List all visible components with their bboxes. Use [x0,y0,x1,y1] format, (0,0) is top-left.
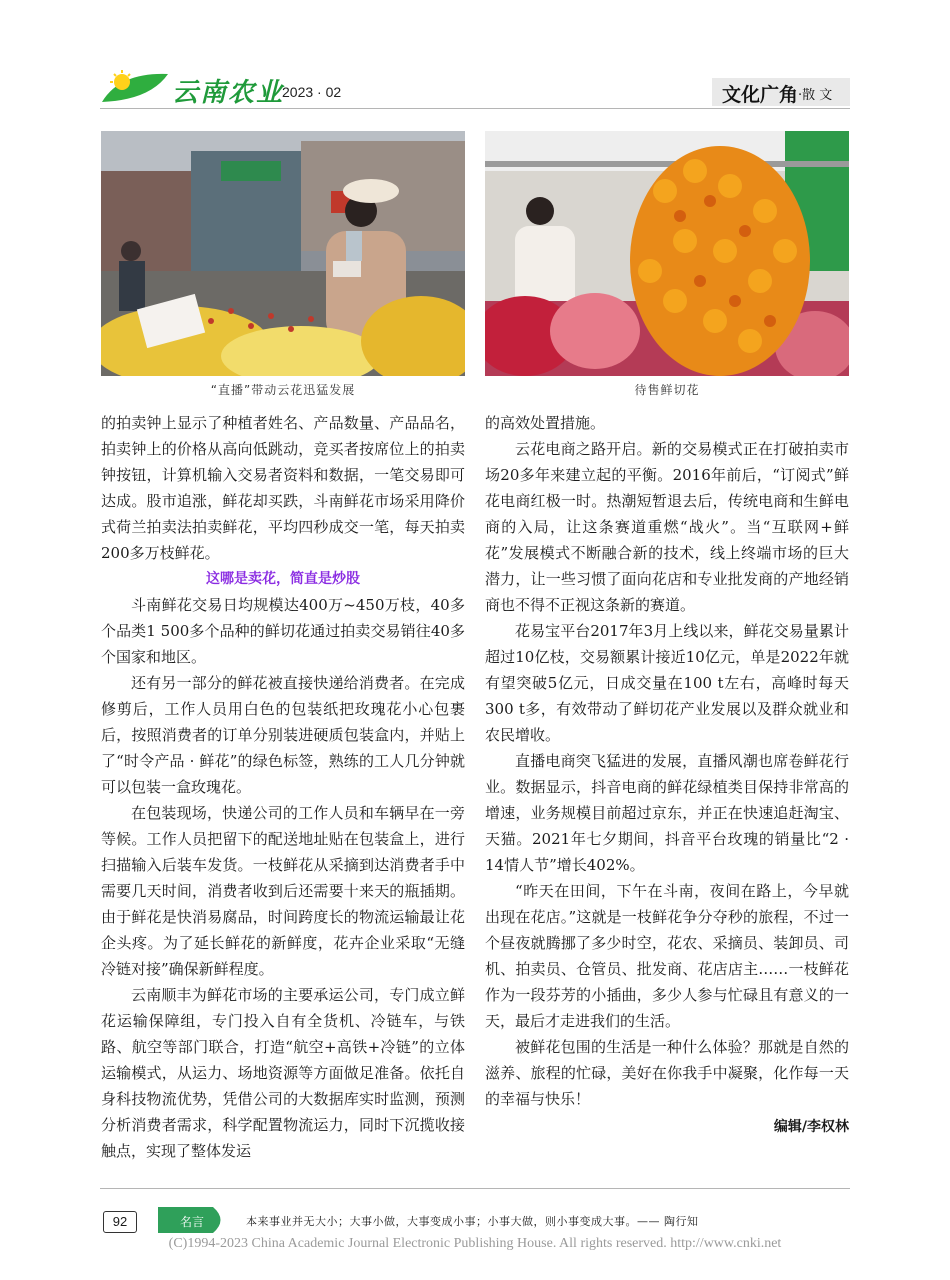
quote-label: 名言 [180,1215,205,1229]
paragraph: “昨天在田间，下午在斗南，夜间在路上，今早就出现在花店。”这就是一枝鲜花争分夺秒的旅程，不过一个昼夜就腾挪了多少时空，花农、采摘员、装卸员、司机、拍卖员、仓管员、批发商、花店店主……一枝鲜花作为一段芬芳的小插曲，多少人参与忙碌且有意义的一天，最后才走进我们的生活。 [485,882,849,1030]
photo-caption: “直播”带动云花迅猛发展 [210,383,356,397]
article-column-right [485,410,849,1140]
editor-credit: 编辑/李权林 [773,1119,849,1135]
column-title: 文化广角 [722,84,799,106]
column-subtitle: ·散 文 [798,88,833,103]
photo-cut-flowers [485,131,849,376]
paragraph: 花易宝平台2017年3月上线以来，鲜花交易量累计超过10亿枝，交易额累计接近10亿元，单是2022年就有望突破5亿元，日成交量在100 t左右，高峰时每天300 t多，有效带动了鲜切花产业发展以及群众就业和农民增收。 [485,622,849,744]
copyright-notice: (C)1994-2023 China Academic Journal Electronic Publishing House. All rights reserved. http://www.cnki.net [168,1236,782,1251]
paragraph: 云花电商之路开启。新的交易模式正在打破拍卖市场20多年来建立起的平衡。2016年前后，“订阅式”鲜花电商红极一时。热潮短暂退去后，传统电商和生鲜电商的入局，让这条赛道重燃“战火”。当“互联网+鲜花”发展模式不断融合新的技术，线上终端市场的巨大潜力，让一些习惯了面向花店和专业批发商的产地经销商也不得不正视这条新的赛道。 [485,440,849,614]
photo-livestream [101,131,465,376]
header-divider [100,108,850,109]
footer-quote: 本来事业并无大小；大事小做，大事变成小事；小事大做，则小事变成大事。—— 陶行知 [246,1215,699,1228]
paragraph: 的拍卖钟上显示了种植者姓名、产品数量、产品品名，拍卖钟上的价格从高向低跳动，竞买者按席位上的拍卖钟按钮，计算机输入交易者资料和数据，一笔交易即可达成。股市追涨，鲜花却买跌，斗南鲜花市场采用降价式荷兰拍卖法拍卖鲜花，平均四秒成交一笔，每天拍卖200多万枝鲜花。 [101,414,465,562]
paragraph: 的高效处置措施。 [485,414,606,432]
photo-caption: 待售鲜切花 [634,383,700,397]
section-subheading: 这哪是卖花，简直是炒股 [206,571,360,587]
paragraph: 在包装现场，快递公司的工作人员和车辆早在一旁等候。工作人员把留下的配送地址贴在包装盒上，进行扫描输入后装车发货。一枝鲜花从采摘到达消费者手中需要几天时间，消费者收到后还需要十来天的瓶插期。由于鲜花是快消易腐品，时间跨度长的物流运输最让花企头疼。为了延长鲜花的新鲜度，花卉企业采取“无缝冷链对接”确保新鲜程度。 [101,804,465,978]
issue-number: 2023 · 02 [282,84,342,100]
column-badge [712,78,850,106]
paragraph: 还有另一部分的鲜花被直接快递给消费者。在完成修剪后，工作人员用白色的包装纸把玫瑰花小心包裹后，按照消费者的订单分别装进硬质包装盒内，并贴上了“时令产品 · 鲜花”的绿色标签，熟练的工人几分钟就可以包装一盒玫瑰花。 [101,674,465,796]
article-column-left [101,410,465,1164]
page-header [100,64,850,108]
footer-divider [100,1188,850,1189]
magazine-logo-icon [100,70,170,104]
paragraph: 直播电商突飞猛进的发展，直播风潮也席卷鲜花行业。数据显示，抖音电商的鲜花绿植类目保持非常高的增速，业务规模目前超过京东，并正在快速追赶淘宝、天猫。2021年七夕期间，抖音平台玫瑰的销量比“2 · 14情人节”增长402%。 [485,752,849,874]
page-number-badge [103,1211,137,1233]
magazine-title: 云南农业 [172,78,285,108]
paragraph: 斗南鲜花交易日均规模达400万~450万枝，40多个品类1 500多个品种的鲜切花通过拍卖交易销往40多个国家和地区。 [101,596,465,666]
page-number: 92 [112,1214,128,1229]
paragraph: 被鲜花包围的生活是一种什么体验？那就是自然的滋养、旅程的忙碌，美好在你我手中凝聚，化作每一天的幸福与快乐！ [485,1038,849,1108]
paragraph: 云南顺丰为鲜花市场的主要承运公司，专门成立鲜花运输保障组，专门投入自有全货机、冷链车，与铁路、航空等部门联合，打造“航空+高铁+冷链”的立体运输模式，从运力、场地资源等方面做足准备。依托自身科技物流优势，凭借公司的大数据库实时监测，预测分析消费者需求，科学配置物流运力，同时下沉揽收接触点，实现了整体发运 [101,986,465,1160]
